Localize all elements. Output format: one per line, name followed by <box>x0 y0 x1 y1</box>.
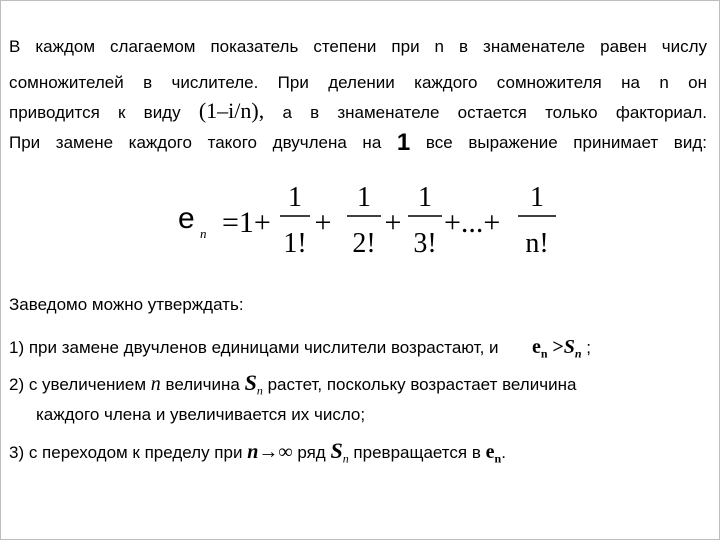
item-2-end: растет, поскольку возрастает величина <box>267 375 577 394</box>
paragraph-line-2 <box>9 72 707 94</box>
item-2 <box>9 372 576 401</box>
term-3-numerator: 1 <box>418 182 432 213</box>
item-2-line-2 <box>36 404 365 426</box>
item-3-start: 3) с переходом к пределу при <box>9 443 243 462</box>
paragraph-line-3-start: приводится к виду <box>9 103 181 122</box>
paragraph-line-4 <box>9 129 707 156</box>
item-3-e-subscript: n <box>494 451 502 466</box>
item-2-s-subscript: n <box>256 383 263 398</box>
term-1-numerator: 1 <box>288 182 302 213</box>
item-2-start: 2) с увеличением <box>9 375 147 394</box>
item-3-series-word: ряд <box>297 443 326 462</box>
item-3-n: n <box>247 441 259 463</box>
item-2-s: S <box>244 370 257 395</box>
formula-lhs-subscript: n <box>200 226 207 241</box>
item-3-arrow-infinity: →∞ <box>258 441 293 463</box>
formula-lhs: e <box>178 202 195 235</box>
item-3-s: S <box>330 438 343 463</box>
paragraph-line-3-expression: (1–i/n), <box>198 98 265 123</box>
item-1-greater-than: > <box>552 336 564 358</box>
item-3 <box>9 440 506 469</box>
item-2-middle: величина <box>165 375 240 394</box>
paragraph-line-2-text: сомножителей в числителе. При делении каждого сомножителя на n он <box>9 73 707 92</box>
ellipsis-terms: +...+ <box>444 206 501 239</box>
formula-equals-one: =1+ <box>222 206 271 239</box>
item-1-s-subscript: n <box>574 346 582 361</box>
term-2-denominator: 2! <box>352 228 376 259</box>
plus-sign-2: + <box>384 206 402 239</box>
paragraph-line-3-end: а в знаменателе остается только факториал. <box>282 103 707 122</box>
item-2-n: n <box>150 373 161 395</box>
paragraph-line-3 <box>9 100 707 124</box>
term-n-numerator: 1 <box>530 182 544 213</box>
item-3-middle: превращается в <box>353 443 481 462</box>
term-1-denominator: 1! <box>283 228 307 259</box>
item-1-e: e <box>532 336 541 358</box>
item-3-end: . <box>501 443 506 462</box>
term-3-denominator: 3! <box>413 228 437 259</box>
plus-sign-1: + <box>314 206 332 239</box>
term-2-numerator: 1 <box>357 182 371 213</box>
paragraph-line-1 <box>9 36 707 58</box>
intro-text: Заведомо можно утверждать: <box>9 295 244 314</box>
paragraph-line-4-one: 1 <box>396 129 411 156</box>
item-1-e-subscript: n <box>540 346 548 361</box>
series-formula <box>178 180 578 260</box>
paragraph-line-4-start: При замене каждого такого двучлена на <box>9 133 382 152</box>
item-1-text: 1) при замене двучленов единицами числители возрастают, и <box>9 338 499 357</box>
term-n-denominator: n! <box>525 228 549 259</box>
paragraph-line-1-text: В каждом слагаемом показатель степени при n в знаменателе равен числу <box>9 37 707 56</box>
item-3-e: e <box>485 441 495 463</box>
item-1 <box>9 336 591 364</box>
item-3-s-subscript: n <box>342 451 349 466</box>
item-1-end: ; <box>586 338 591 357</box>
paragraph-line-4-end: все выражение принимает вид: <box>425 133 707 152</box>
intro-line <box>9 294 244 316</box>
item-2-line-2-text: каждого члена и увеличивается их число; <box>36 405 366 424</box>
item-1-s: S <box>563 336 575 358</box>
